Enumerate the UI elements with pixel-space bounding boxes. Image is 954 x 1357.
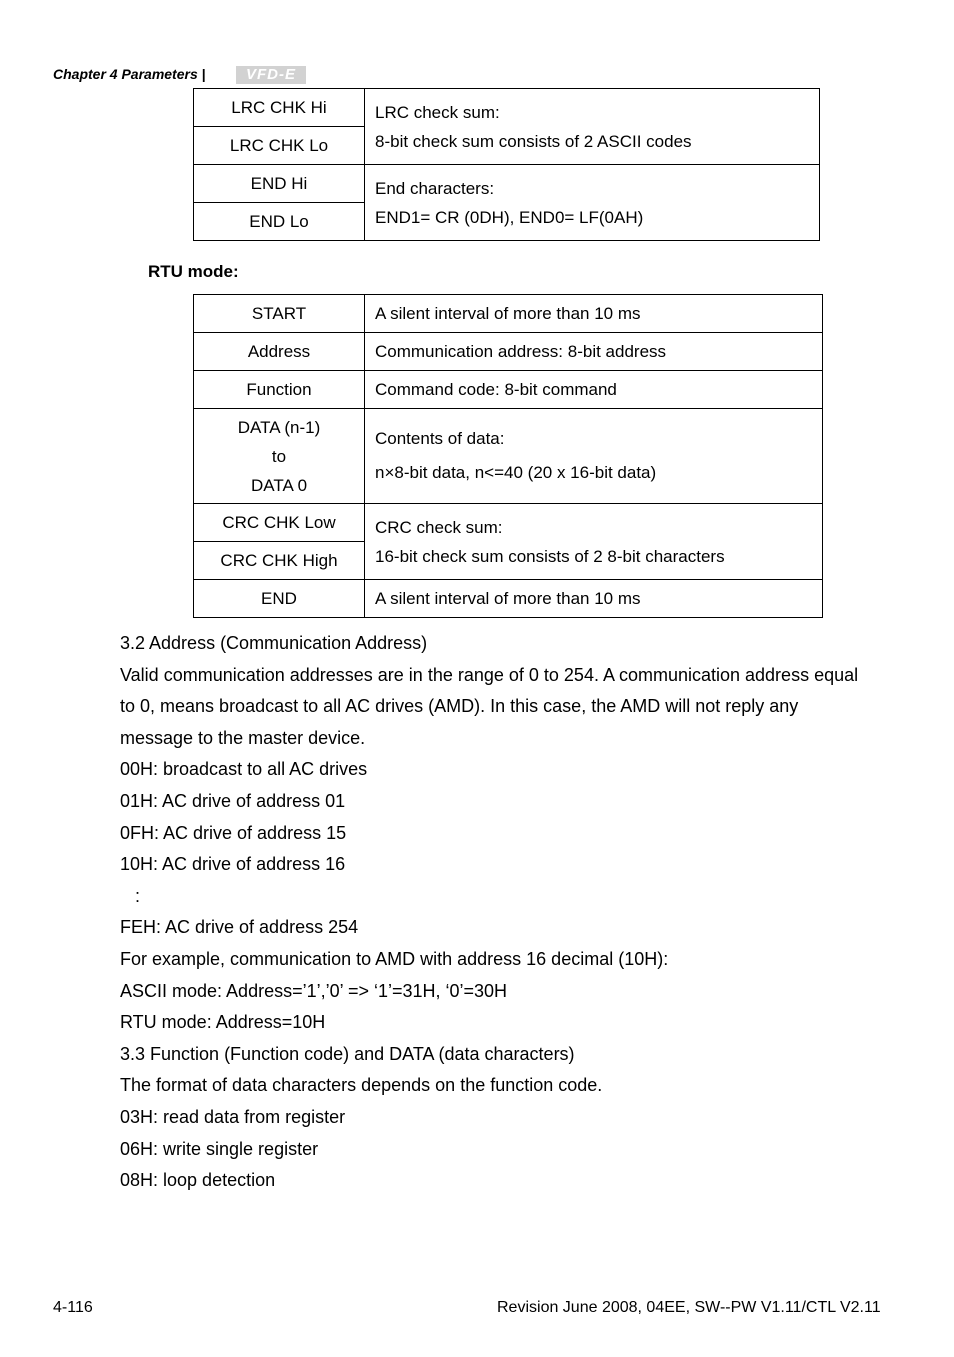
vfd-e-logo: VFD-E — [236, 66, 306, 84]
body-line: ASCII mode: Address=’1’,’0’ => ‘1’=31H, ‘0’=30H — [120, 980, 508, 1001]
section-3-2-title: 3.2 Address (Communication Address) — [120, 633, 428, 653]
revision-info: Revision June 2008, 04EE, SW--PW V1.11/CTL V2.11 — [497, 1299, 881, 1316]
body-line: to 0, means broadcast to all AC drives (AMD). In this case, the AMD will not reply any — [120, 696, 799, 717]
rtu-crc-desc-line1: CRC check sum: — [375, 517, 503, 537]
lrc-chk-hi-cell: LRC CHK Hi — [194, 89, 365, 127]
rtu-end-cell: END — [194, 580, 365, 618]
body-line: For example, communication to AMD with address 16 decimal (10H): — [120, 948, 669, 969]
page-number: 4-116 — [53, 1299, 93, 1316]
end-desc-line1: End characters: — [375, 178, 495, 198]
rtu-address-desc: Communication address: 8-bit address — [365, 333, 823, 371]
rtu-crc-high-cell: CRC CHK High — [194, 542, 365, 580]
address-item: 01H: AC drive of address 01 — [120, 790, 346, 811]
rtu-mode-heading: RTU mode: — [148, 262, 239, 281]
lrc-chk-lo-cell: LRC CHK Lo — [194, 127, 365, 165]
header-separator: | — [201, 66, 206, 82]
body-line: message to the master device. — [120, 727, 366, 748]
function-item: 03H: read data from register — [120, 1106, 346, 1127]
ellipsis-line: : — [120, 885, 141, 906]
address-item: FEH: AC drive of address 254 — [120, 917, 359, 938]
function-item: 06H: write single register — [120, 1138, 319, 1159]
rtu-data-desc-line2: n×8-bit data, n<=40 (20 x 16-bit data) — [375, 463, 657, 482]
rtu-start-desc: A silent interval of more than 10 ms — [365, 295, 823, 333]
rtu-start-cell: START — [194, 295, 365, 333]
section-3-3-title: 3.3 Function (Function code) and DATA (data characters) — [120, 1043, 575, 1064]
rtu-frame-table — [193, 294, 823, 618]
end-hi-cell: END Hi — [194, 165, 365, 203]
rtu-crc-low-cell: CRC CHK Low — [194, 504, 365, 542]
body-line: Valid communication addresses are in the range of 0 to 254. A communication address equal — [120, 664, 859, 685]
rtu-function-cell: Function — [194, 371, 365, 409]
ascii-frame-table — [193, 88, 820, 241]
address-item: 10H: AC drive of address 16 — [120, 854, 346, 875]
rtu-data-line1: DATA (n-1) — [237, 417, 321, 437]
rtu-function-desc: Command code: 8-bit command — [365, 371, 823, 409]
rtu-data-line3: DATA 0 — [250, 475, 308, 495]
rtu-address-cell: Address — [194, 333, 365, 371]
address-item: 0FH: AC drive of address 15 — [120, 822, 347, 843]
rtu-crc-desc — [365, 504, 823, 580]
lrc-desc-line2: 8-bit check sum consists of 2 ASCII codes — [375, 131, 692, 151]
rtu-crc-desc-line2: 16-bit check sum consists of 2 8-bit characters — [375, 546, 725, 566]
chapter-title: Chapter 4 Parameters — [53, 66, 198, 82]
rtu-data-line2: to — [271, 446, 287, 466]
rtu-end-desc: A silent interval of more than 10 ms — [365, 580, 823, 618]
body-text — [120, 628, 890, 1197]
lrc-desc-cell — [365, 89, 820, 165]
lrc-desc-line1: LRC check sum: — [375, 102, 500, 122]
body-line: The format of data characters depends on the function code. — [120, 1075, 603, 1096]
rtu-data-cell — [194, 409, 365, 504]
function-item: 08H: loop detection — [120, 1170, 276, 1191]
address-item: 00H: broadcast to all AC drives — [120, 759, 368, 780]
end-desc-cell — [365, 165, 820, 241]
end-desc-line2: END1= CR (0DH), END0= LF(0AH) — [375, 207, 644, 227]
body-line: RTU mode: Address=10H — [120, 1012, 326, 1033]
end-lo-cell: END Lo — [194, 203, 365, 241]
rtu-data-desc-line1: Contents of data: — [375, 429, 505, 448]
rtu-data-desc — [365, 409, 823, 504]
chapter-header — [53, 66, 206, 82]
